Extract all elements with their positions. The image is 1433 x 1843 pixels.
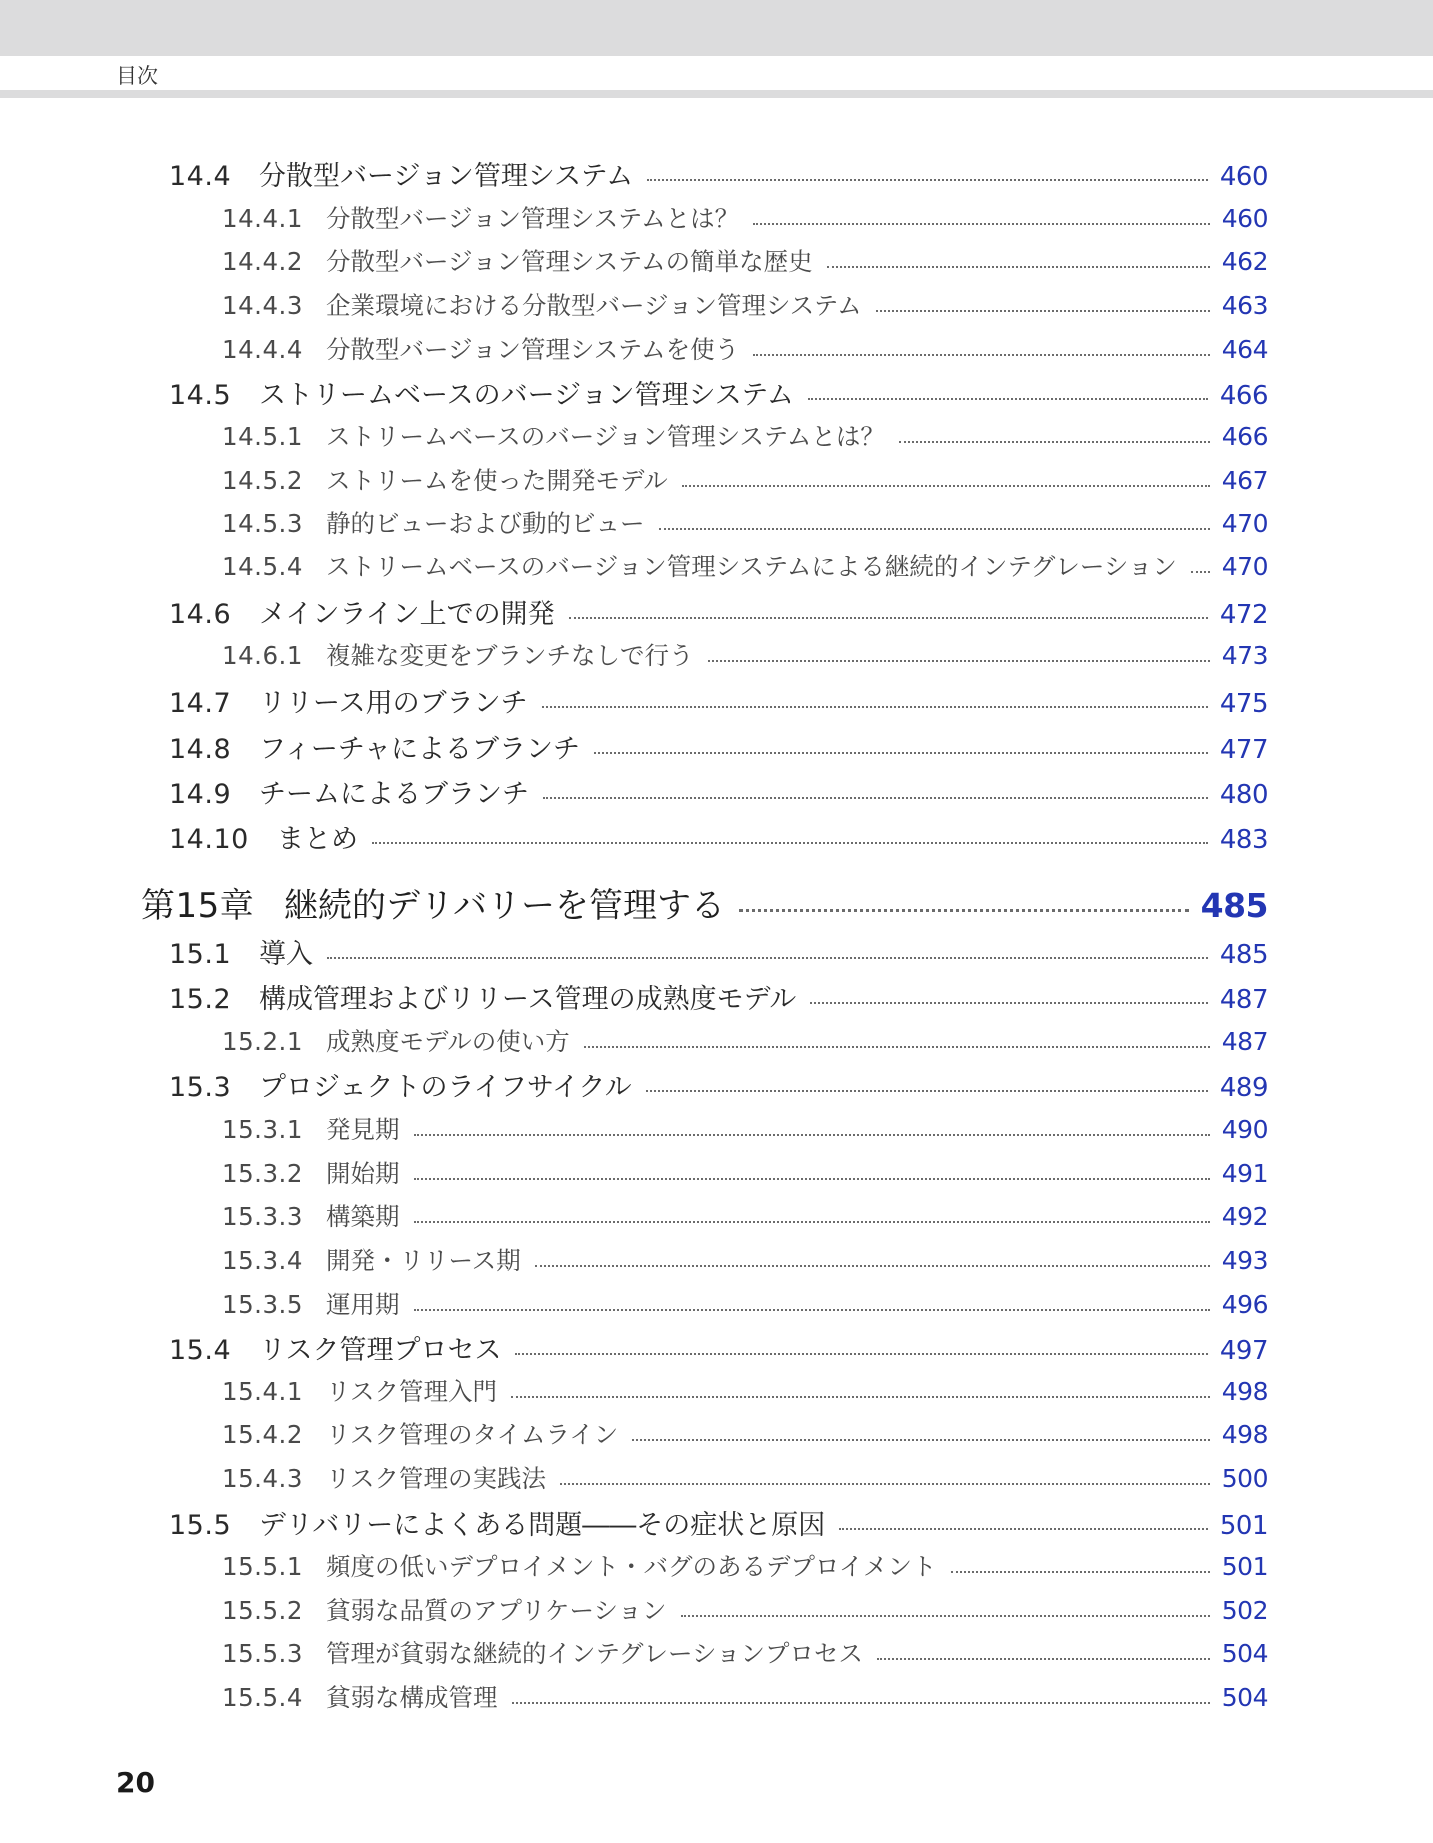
section-title: 分散型バージョン管理システム [259, 161, 634, 192]
page-link[interactable]: 487 [1219, 985, 1268, 1015]
dot-leader [512, 1702, 1210, 1704]
subsection-number: 15.5.2 [222, 1596, 303, 1625]
toc-entry-subsection[interactable] [222, 1111, 1268, 1146]
page-link[interactable]: 501 [1219, 1511, 1268, 1541]
dot-leader [827, 266, 1210, 268]
subsection-title: 運用期 [326, 1290, 400, 1319]
section-title: チームによるブランチ [259, 779, 529, 810]
dot-leader [542, 706, 1208, 708]
section-title: まとめ [277, 824, 358, 855]
dot-leader [647, 179, 1208, 181]
dot-leader [899, 441, 1210, 443]
subsection-number: 15.3.2 [222, 1159, 303, 1188]
toc-entry-section[interactable] [169, 977, 1268, 1016]
toc-entry-subsection[interactable] [222, 1198, 1268, 1233]
toc-entry-subsection[interactable] [222, 1155, 1268, 1190]
subsection-number: 14.5.3 [222, 509, 303, 538]
toc-entry-section[interactable] [169, 1503, 1268, 1542]
toc-entry-subsection[interactable] [222, 505, 1268, 540]
dot-leader [515, 1353, 1207, 1355]
toc-entry-chapter[interactable] [141, 878, 1268, 927]
subsection-number: 14.4.3 [222, 291, 303, 320]
page-link[interactable]: 483 [1219, 825, 1268, 855]
section-title: 導入 [259, 939, 313, 970]
toc-entry-subsection[interactable] [222, 287, 1268, 322]
toc-entry-subsection[interactable] [222, 331, 1268, 366]
page-link[interactable]: 460 [1221, 204, 1268, 233]
section-number: 15.2 [169, 984, 232, 1015]
page-link[interactable]: 485 [1219, 940, 1268, 970]
dot-leader [414, 1178, 1210, 1180]
dot-leader [753, 223, 1210, 225]
page-link[interactable]: 502 [1221, 1596, 1268, 1625]
subsection-title: 分散型バージョン管理システムを使う [326, 335, 740, 364]
toc-entry-section[interactable] [169, 727, 1268, 766]
toc-entry-section[interactable] [169, 1065, 1268, 1104]
page-link[interactable]: 460 [1219, 162, 1268, 192]
toc-entry-subsection[interactable] [222, 1286, 1268, 1321]
page-link[interactable]: 463 [1221, 291, 1268, 320]
toc-entry-subsection[interactable] [222, 1373, 1268, 1408]
subsection-title: 発見期 [326, 1115, 400, 1144]
toc-entry-subsection[interactable] [222, 1635, 1268, 1670]
page-link[interactable]: 490 [1221, 1115, 1268, 1144]
dot-leader [414, 1221, 1210, 1223]
page-link[interactable]: 473 [1221, 641, 1268, 670]
toc-entry-subsection[interactable] [222, 1242, 1268, 1277]
subsection-number: 15.3.1 [222, 1115, 303, 1144]
section-title: メインライン上での開発 [259, 599, 555, 630]
toc-entry-section[interactable] [169, 154, 1268, 193]
page-link[interactable]: 491 [1221, 1159, 1268, 1188]
dot-leader [560, 1483, 1210, 1485]
toc-entry-subsection[interactable] [222, 243, 1268, 278]
subsection-number: 15.3.3 [222, 1202, 303, 1231]
subsection-number: 14.5.2 [222, 466, 303, 495]
subsection-number: 15.5.3 [222, 1639, 303, 1668]
dot-leader [584, 1046, 1210, 1048]
subsection-number: 15.2.1 [222, 1027, 303, 1056]
dot-leader [327, 957, 1208, 959]
subsection-title: 頻度の低いデプロイメント・バグのあるデプロイメント [326, 1552, 937, 1581]
page-link[interactable]: 492 [1221, 1202, 1268, 1231]
dot-leader [808, 398, 1208, 400]
subsection-title: 分散型バージョン管理システムとは？ [326, 204, 740, 233]
page-link[interactable]: 477 [1219, 735, 1268, 765]
page-link[interactable]: 462 [1221, 247, 1268, 276]
dot-leader [372, 842, 1208, 844]
page-link[interactable]: 470 [1221, 552, 1268, 581]
section-title: プロジェクトのライフサイクル [259, 1072, 632, 1103]
dot-leader [839, 1528, 1208, 1530]
subsection-title: リスク管理入門 [326, 1377, 498, 1406]
subsection-number: 15.3.5 [222, 1290, 303, 1319]
page-link[interactable]: 500 [1221, 1464, 1268, 1493]
dot-leader [739, 909, 1189, 912]
dot-leader [681, 1615, 1210, 1617]
section-number: 14.8 [169, 734, 232, 765]
toc-entry-subsection[interactable] [222, 1679, 1268, 1714]
section-number: 14.4 [169, 161, 232, 192]
subsection-title: ストリームベースのバージョン管理システムとは？ [326, 422, 885, 451]
dot-leader [646, 1090, 1208, 1092]
subsection-number: 14.4.2 [222, 247, 303, 276]
subsection-title: 管理が貧弱な継続的インテグレーションプロセス [326, 1639, 864, 1668]
page-link[interactable]: 487 [1221, 1027, 1268, 1056]
dot-leader [682, 485, 1210, 487]
section-number: 14.10 [169, 824, 249, 855]
dot-leader [511, 1396, 1210, 1398]
section-number: 15.3 [169, 1072, 232, 1103]
dot-leader [810, 1002, 1208, 1004]
page-link[interactable]: 498 [1221, 1420, 1268, 1449]
subsection-number: 15.4.2 [222, 1420, 303, 1449]
page-number: 20 [116, 1766, 155, 1799]
toc-entry-section[interactable] [169, 373, 1268, 412]
page-link[interactable]: 504 [1221, 1639, 1268, 1668]
subsection-title: ストリームベースのバージョン管理システムによる継続的インテグレーション [326, 552, 1177, 581]
page-link[interactable]: 475 [1219, 689, 1268, 719]
subsection-title: 開始期 [326, 1159, 400, 1188]
section-number: 14.7 [169, 688, 232, 719]
page-link[interactable]: 466 [1219, 381, 1268, 411]
chapter-title: 継続的デリバリーを管理する [284, 886, 725, 926]
page-link[interactable]: 496 [1221, 1290, 1268, 1319]
subsection-number: 15.5.1 [222, 1552, 303, 1581]
dot-leader [569, 617, 1208, 619]
section-title: 構成管理およびリリース管理の成熟度モデル [259, 984, 797, 1015]
page-link[interactable]: 480 [1219, 780, 1268, 810]
dot-leader [753, 354, 1210, 356]
toc-entry-subsection[interactable] [222, 418, 1268, 453]
toc-entry-subsection[interactable] [222, 1592, 1268, 1627]
page-link[interactable]: 485 [1200, 886, 1268, 925]
dot-leader [535, 1265, 1210, 1267]
chapter-number: 第15章 [141, 886, 255, 926]
section-number: 14.5 [169, 380, 232, 411]
toc-entry-subsection[interactable] [222, 1023, 1268, 1058]
running-header: 目次 [116, 64, 158, 88]
section-number: 15.1 [169, 939, 232, 970]
subsection-title: 企業環境における分散型バージョン管理システム [326, 291, 862, 320]
page-link[interactable]: 472 [1219, 600, 1268, 630]
dot-leader [876, 310, 1210, 312]
toc-entry-section[interactable] [169, 1328, 1268, 1367]
page-link[interactable]: 466 [1221, 422, 1268, 451]
subsection-title: 分散型バージョン管理システムの簡単な歴史 [326, 247, 813, 276]
subsection-title: ストリームを使った開発モデル [326, 466, 668, 495]
subsection-title: 構築期 [326, 1202, 400, 1231]
section-title: リリース用のブランチ [259, 688, 528, 719]
subsection-number: 15.3.4 [222, 1246, 303, 1275]
dot-leader [877, 1658, 1210, 1660]
dot-leader [543, 797, 1208, 799]
subsection-title: リスク管理のタイムライン [326, 1420, 619, 1449]
dot-leader [659, 528, 1210, 530]
dot-leader [708, 660, 1210, 662]
toc-entry-subsection[interactable] [222, 200, 1268, 235]
subsection-number: 14.4.4 [222, 335, 303, 364]
toc-entry-section[interactable] [169, 817, 1268, 856]
page-link[interactable]: 464 [1221, 335, 1268, 364]
section-title: デリバリーによくある問題――その症状と原因 [259, 1510, 826, 1541]
toc-entry-subsection[interactable] [222, 1548, 1268, 1583]
subsection-title: 成熟度モデルの使い方 [326, 1027, 570, 1056]
toc-entry-subsection[interactable] [222, 548, 1268, 583]
subsection-title: 静的ビューおよび動的ビュー [326, 509, 645, 538]
section-number: 14.9 [169, 779, 232, 810]
subsection-title: 貧弱な構成管理 [326, 1683, 498, 1712]
toc-entry-section[interactable] [169, 932, 1268, 971]
dot-leader [414, 1134, 1210, 1136]
section-title: ストリームベースのバージョン管理システム [259, 380, 794, 411]
toc-entry-section[interactable] [169, 772, 1268, 811]
subsection-title: 複雑な変更をブランチなしで行う [326, 641, 694, 670]
page-link[interactable]: 497 [1219, 1336, 1268, 1366]
page-link[interactable]: 504 [1221, 1683, 1268, 1712]
section-title: リスク管理プロセス [259, 1335, 502, 1366]
subsection-number: 14.6.1 [222, 641, 303, 670]
dot-leader [1191, 571, 1210, 573]
subsection-number: 14.5.4 [222, 552, 303, 581]
subsection-number: 15.5.4 [222, 1683, 303, 1712]
toc-entry-section[interactable] [169, 681, 1268, 720]
page-link[interactable]: 467 [1221, 466, 1268, 495]
subsection-number: 14.4.1 [222, 204, 303, 233]
page-link[interactable]: 498 [1221, 1377, 1268, 1406]
section-number: 14.6 [169, 599, 232, 630]
section-number: 15.4 [169, 1335, 232, 1366]
page-link[interactable]: 489 [1219, 1073, 1268, 1103]
dot-leader [414, 1309, 1210, 1311]
toc-entry-subsection[interactable] [222, 637, 1268, 672]
subsection-title: リスク管理の実践法 [326, 1464, 547, 1493]
page-link[interactable]: 501 [1221, 1552, 1268, 1581]
subsection-number: 15.4.1 [222, 1377, 303, 1406]
toc-entry-section[interactable] [169, 592, 1268, 631]
subsection-title: 貧弱な品質のアプリケーション [326, 1596, 667, 1625]
dot-leader [594, 752, 1208, 754]
dot-leader [632, 1439, 1209, 1441]
subsection-number: 14.5.1 [222, 422, 303, 451]
toc-entry-subsection[interactable] [222, 462, 1268, 497]
page-link[interactable]: 470 [1221, 509, 1268, 538]
section-title: フィーチャによるブランチ [259, 734, 581, 765]
section-number: 15.5 [169, 1510, 232, 1541]
page-link[interactable]: 493 [1221, 1246, 1268, 1275]
subsection-title: 開発・リリース期 [326, 1246, 521, 1275]
toc-entry-subsection[interactable] [222, 1416, 1268, 1451]
dot-leader [951, 1571, 1210, 1573]
toc-entry-subsection[interactable] [222, 1460, 1268, 1495]
subsection-number: 15.4.3 [222, 1464, 303, 1493]
